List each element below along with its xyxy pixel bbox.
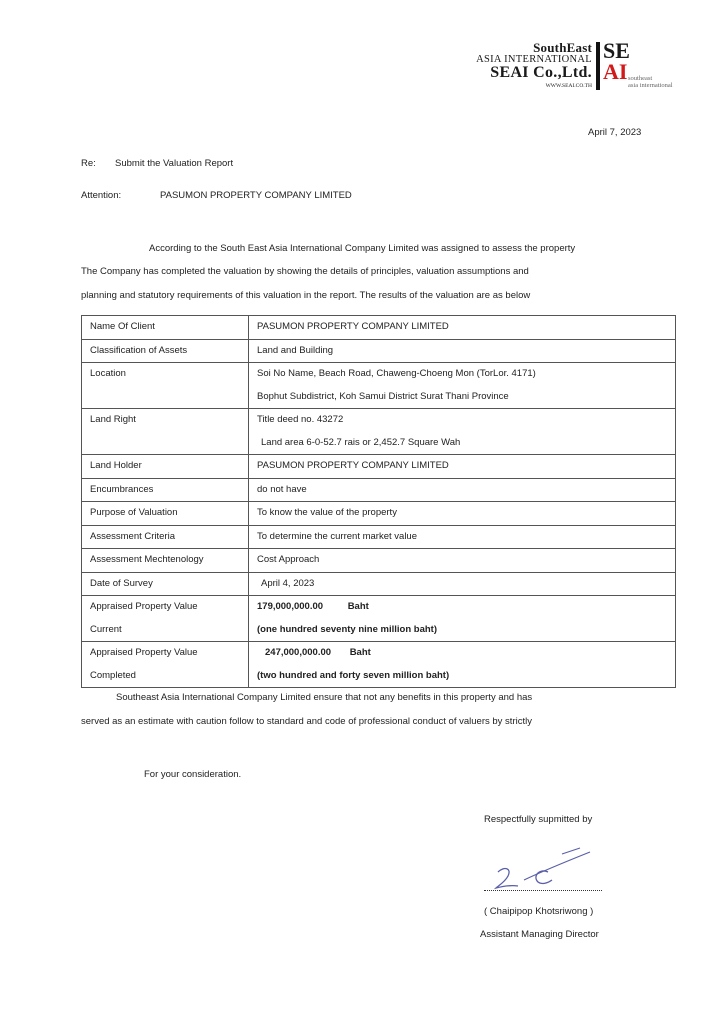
row-value: PASUMON PROPERTY COMPANY LIMITED (257, 460, 449, 471)
logo-line-3: SEAI Co.,Ltd. (490, 64, 592, 81)
currency-unit: Baht (347, 601, 369, 612)
signer-title: Assistant Managing Director (480, 929, 599, 940)
row-label: Appraised Property Value (90, 647, 198, 658)
table-row (82, 502, 676, 526)
row-value: do not have (257, 483, 307, 495)
table-row (82, 642, 676, 688)
row-label: Land Right (90, 414, 136, 425)
logo-divider (596, 42, 600, 90)
logo-mark-subtitle (628, 76, 673, 89)
amount: 247,000,000.00 (265, 647, 332, 658)
signature-line (484, 890, 602, 891)
table-row (82, 596, 676, 642)
closing-line-2: served as an estimate with caution follow to standard and code of professional conduct of valuers by strictly (81, 716, 532, 727)
row-label: Purpose of Valuation (90, 507, 178, 518)
row-value: Soi No Name, Beach Road, Chaweng-Choeng Mon (TorLor. 4171) (257, 368, 536, 379)
intro-line-2: The Company has completed the valuation by showing the details of principles, valuation assumptions and (81, 266, 529, 277)
row-label: Name Of Client (90, 321, 155, 332)
signature-image (490, 846, 600, 896)
table-row (82, 572, 676, 596)
table-row (82, 409, 676, 455)
row-label: Assessment Mechtenology (90, 554, 204, 565)
currency-unit: Baht (349, 647, 371, 658)
re-label: Re: (81, 158, 96, 169)
row-label: Encumbrances (90, 483, 154, 495)
respectfully-submitted: Respectfully supmitted by (484, 814, 593, 825)
intro-line-1: According to the South East Asia International Company Limited was assigned to assess the property (149, 243, 576, 254)
amount-in-words: (two hundred and forty seven million baht) (257, 669, 450, 681)
logo-line-2: ASIA INTERNATIONAL (476, 54, 592, 65)
letter-date: April 7, 2023 (588, 127, 642, 138)
row-label: Appraised Property Value (90, 601, 198, 612)
logo-sub-line-1: southeast (628, 75, 653, 82)
row-value: PASUMON PROPERTY COMPANY LIMITED (257, 321, 449, 332)
logo-sub-line-2: asia international (628, 81, 673, 89)
row-value: To know the value of the property (257, 507, 397, 518)
row-label-sub: Completed (90, 669, 136, 681)
attention-label: Attention: (81, 190, 122, 201)
table-row (82, 316, 676, 340)
table-row (82, 549, 676, 573)
closing-line-1: Southeast Asia International Company Limited ensure that not any benefits in this property and has (116, 692, 533, 703)
row-value: Land area 6-0-52.7 rais or 2,452.7 Square Wah (261, 436, 461, 448)
logo-line-1: SouthEast (533, 40, 592, 55)
amount-in-words: (one hundred seventy nine million baht) (257, 623, 437, 635)
row-value: Bophut Subdistrict, Koh Samui District Surat Thani Province (257, 390, 509, 402)
row-label: Location (90, 368, 126, 379)
logo-mark-top: SE (603, 38, 630, 63)
row-value: Cost Approach (257, 554, 320, 565)
re-subject: Submit the Valuation Report (115, 158, 234, 169)
row-label: Classification of Assets (90, 344, 188, 356)
logo-url: WWW.SEAI.CO.TH (545, 83, 592, 89)
table-row (82, 455, 676, 479)
row-value: April 4, 2023 (261, 577, 315, 589)
row-value: Title deed no. 43272 (257, 414, 344, 425)
company-logo-text (446, 42, 592, 90)
row-value: Land and Building (257, 344, 334, 356)
attention-recipient: PASUMON PROPERTY COMPANY LIMITED (160, 190, 352, 201)
row-label: Assessment Criteria (90, 530, 175, 542)
intro-line-3: planning and statutory requirements of this valuation in the report. The results of the valuation are as below (81, 290, 531, 301)
row-label: Land Holder (90, 460, 142, 471)
table-row (82, 525, 676, 549)
signer-name: ( Chaipipop Khotsriwong ) (484, 906, 594, 917)
valuation-summary-table (81, 315, 676, 688)
row-label: Date of Survey (90, 577, 153, 589)
logo-mark-bottom: AI (603, 59, 628, 84)
table-row (82, 363, 676, 409)
table-row (82, 478, 676, 502)
row-value: To determine the current market value (257, 530, 417, 542)
table-row (82, 339, 676, 363)
consideration-text: For your consideration. (144, 769, 242, 780)
appraised-value-current (257, 596, 667, 619)
row-label-sub: Current (90, 623, 122, 635)
amount: 179,000,000.00 (257, 601, 324, 612)
appraised-value-completed (257, 642, 667, 665)
